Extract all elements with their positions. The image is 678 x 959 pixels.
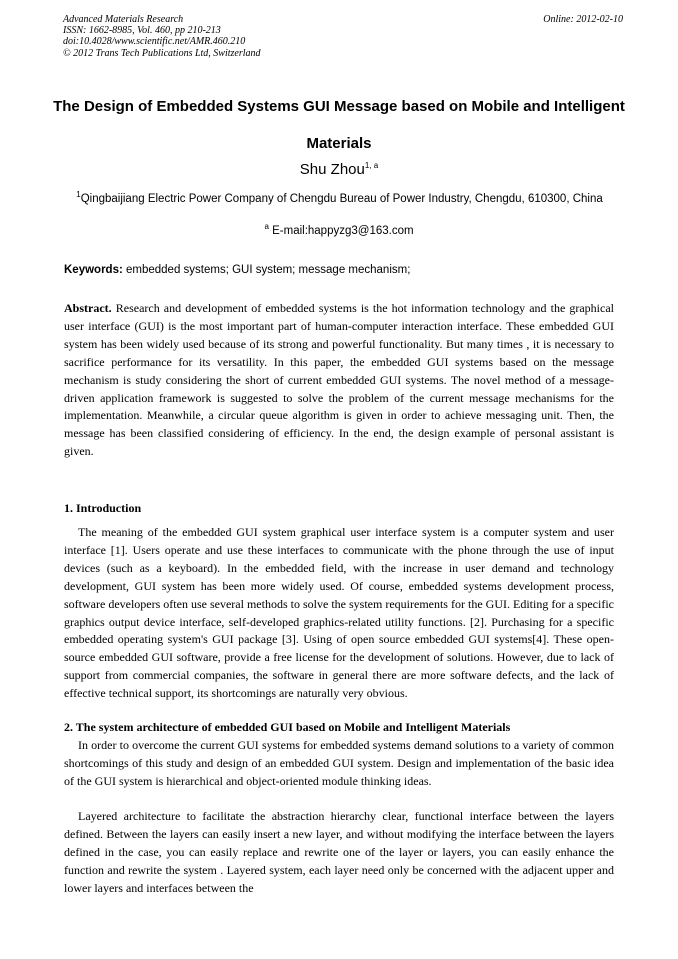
email-superscript: a	[264, 222, 269, 232]
section-2-paragraph-2: Layered architecture to facilitate the abstraction hierarchy clear, functional interface between the layers defined. Between the layers can easily insert a new layer, and without modifying the interface between the layers defined in the case, you can easily replace and rewrite one of the layer or layers, you can easily enhance the function and rewrite the system . Layered system, each layer need only be concerned with the adjacent upper and lower layers and interfaces between the	[64, 809, 614, 895]
author-superscript: 1, a	[364, 161, 379, 170]
email-text: E-mail:happyzg3@163.com	[272, 225, 414, 237]
journal-name: Advanced Materials Research	[63, 14, 184, 25]
affiliation	[62, 190, 617, 208]
email-line	[0, 222, 678, 237]
keywords-label: Keywords:	[64, 264, 123, 276]
paper-title: The Design of Embedded Systems GUI Message based on Mobile and Intelligent Materials	[53, 98, 625, 152]
abstract-label: Abstract.	[64, 301, 112, 315]
keywords-text: embedded systems; GUI system; message mechanism;	[126, 264, 411, 276]
journal-header	[63, 14, 623, 59]
keywords	[64, 264, 624, 276]
section-1-paragraph: The meaning of the embedded GUI system graphical user interface system is a computer system and user interface [1]. Users operate and use these interfaces to communicate with the phone through the use of input devices (such as a keyboard). In the embedded field, with the increase in user demand and technology development, GUI system has been more widely used. Of course, embedded systems development process, software developers often use several methods to solve the system requirements for the GUI. Editing for a specific graphics output device interface, self-developed graphics-related utility functions. [2]. Purchasing for a specific embedded operating system's GUI package [3]. Using of open source embedded GUI systems[4]. These open-source embedded GUI software, provide a free license for the development of solutions. However, due to lack of support from commercial companies, the software in general there are more software defects, and the lack of effective technical support, its shortcomings are naturally very obvious.	[64, 525, 614, 701]
abstract-text: Research and development of embedded systems is the hot information technology and the graphical user interface (GUI) is the most important part of human-computer interaction interface. These embedded GUI system has been widely used because of its strong and powerful functionality. But many times , it is necessary to sacrifice performance for its versatility. In this paper, the embedded GUI systems based on the message mechanism is study considering the short of current embedded GUI systems. The novel method of a message-driven application framework is suggested to solve the problem of the current message mechanisms for the implementation. Meanwhile, a circular queue algorithm is given in order to achieve messaging unit. Then, the message has been classified considering of efficiency. In the end, the design example of personal assistant is given.	[64, 301, 615, 459]
section-1-heading: 1. Introduction	[64, 501, 142, 515]
author-name: Shu Zhou	[299, 161, 365, 178]
section-2-heading: 2. The system architecture of embedded GUI based on Mobile and Intelligent Materials	[64, 720, 511, 734]
author-line	[0, 161, 678, 178]
affiliation-superscript: 1	[76, 190, 81, 200]
affiliation-text: Qingbaijiang Electric Power Company of Chengdu Bureau of Power Industry, Chengdu, 610300, China	[80, 193, 603, 205]
abstract	[64, 300, 614, 461]
issn-line: ISSN: 1662-8985, Vol. 460, pp 210-213	[63, 25, 221, 37]
copyright-line: © 2012 Trans Tech Publications Ltd, Switzerland	[63, 47, 261, 59]
online-date: Online: 2012-02-10	[543, 14, 623, 25]
section-2-paragraph-1: In order to overcome the current GUI systems for embedded systems demand solutions to a variety of common shortcomings of this study and design of an embedded GUI system. Design and implementation of the basic idea of the GUI system is hierarchical and object-oriented module thinking ideas.	[64, 738, 614, 788]
doi-line: doi:10.4028/www.scientific.net/AMR.460.210	[63, 36, 246, 48]
